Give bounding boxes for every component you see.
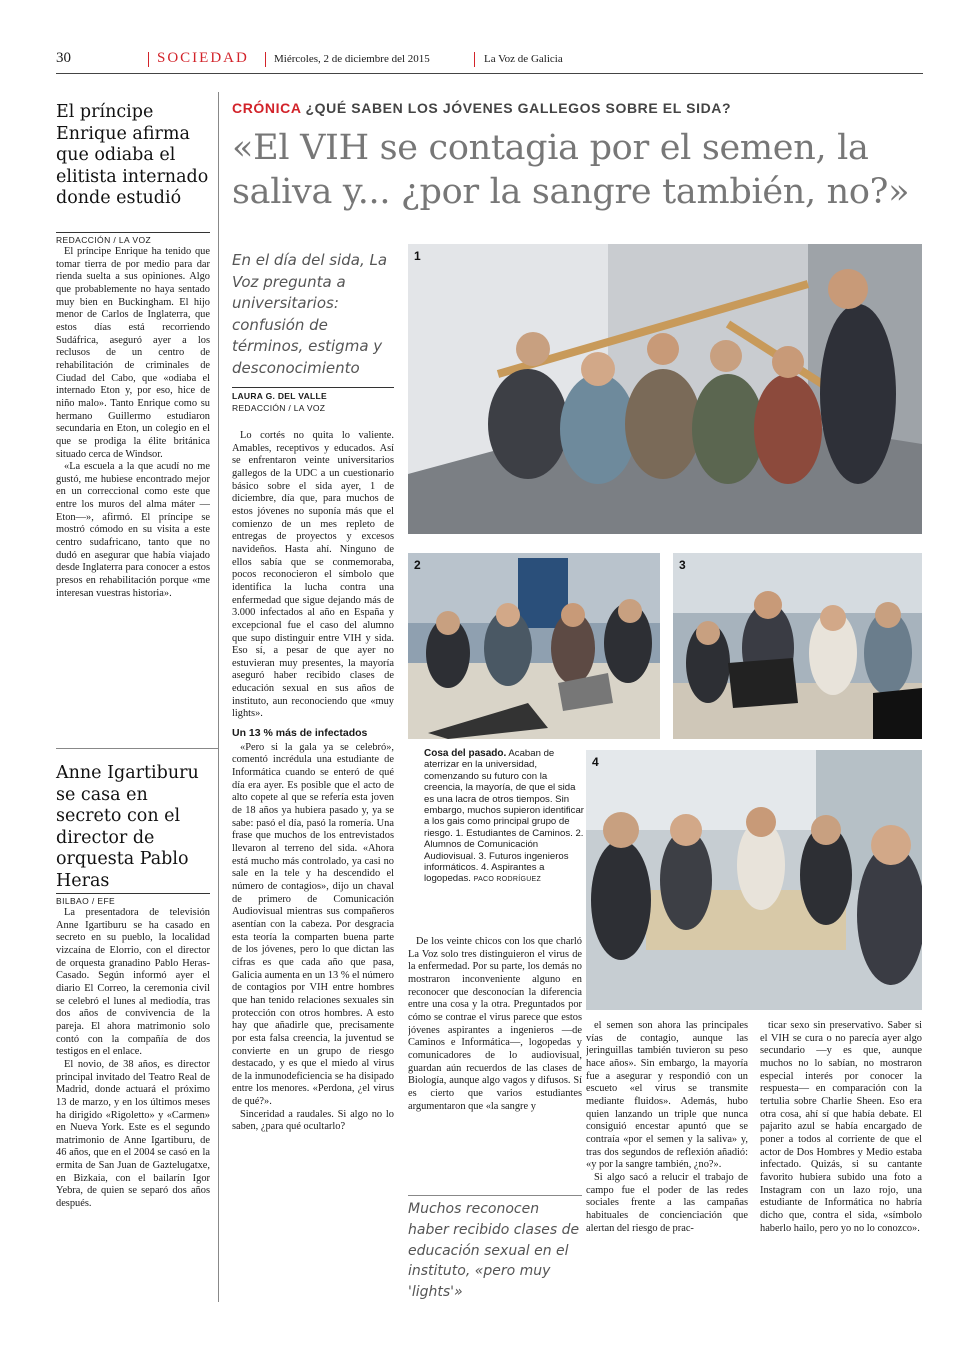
column-divider: [56, 748, 218, 749]
article-paragraph: Si algo sacó a relucir el trabajo de campo fue el poder de las redes sociales frente a las campañas habituales de concienciación que alertan del riesgo de prac-: [586, 1171, 748, 1234]
story2-body: [56, 907, 210, 1303]
article-column-3: [586, 1020, 748, 1303]
photo-number: 4: [592, 755, 599, 769]
kicker-topic: ¿QUÉ SABEN LOS JÓVENES GALLEGOS SOBRE EL SIDA?: [305, 100, 732, 116]
article-column-4: [760, 1020, 922, 1303]
article-paragraph: «Pero si la gala ya se celebró», comentó incrédula una estudiante de Informática cuando se enteró de qué día era ayer. Es posible que el acto de alto copete al que se refería esta joven de 18 años ya hubiera pasado y, ya se sabe: pasó el día, pasó la romería. Una frase que muchos de los entrevistados llevaron al terreno del sida. «Ahora está mucho más controlado, ya casi no sale en la tele y ha descendido el número de contagios», dijo un chaval de primero de Comunicación Audiovisual mientras sus compañeros asentían con la cabeza. Por desgracia esta teoría la comparten buena parte de los jóvenes, pero lo que dictan las cifras es que cada año que pasa, Galicia aumenta en un 13 % el número de contagios por VIH entre hombres que han tenido relaciones sexuales sin protección con otros hombres. A esto hay que añadirle que, precisamente por esta falsa creencia, la juventud se convierte en un grupo de riesgo destacado, y es que el miedo al virus de la inmunodeficiencia se ha disipado entre los menores. «Perdona, ¿el virus de qué?».: [232, 741, 394, 1108]
story1-headline: El príncipe Enrique afirma que odiaba el elitista internado donde estudió: [56, 102, 209, 208]
story1-body: [56, 246, 210, 741]
article-kicker: [232, 100, 731, 116]
photo-students-stairs: [408, 244, 922, 534]
photo-caption: [424, 748, 584, 886]
story1-paragraph: El príncipe Enrique ha tenido que tomar tierra de por medio para dar rienda suelta a sus opiniones. Algo que probablemente no haya sentado muy bien en Buckingham. El hijo menor de Carlos de Inglaterra, que estos días está recorriendo Sudáfrica, aseguró ayer a los reclusos de un centro de rehabilitación de criminales de Ciudad del Cabo, que «odiaba el internado Eton y, por eso, hice de niño malo». Tanto Enrique como su hermano Guillermo estudiaron secundaria en Eton, un colegio en el que se prodiga la élite británica situado cerca de Windsor.: [56, 246, 210, 460]
photo-students-laptops: [408, 553, 660, 739]
article-lead: En el día del sida, La Voz pregunta a universitarios: confusión de términos, estigma y desconocimiento: [232, 251, 388, 377]
photo-students-cafeteria: [586, 750, 922, 1010]
article-headline: «El VIH se contagia por el semen, la saliva y... ¿por la sangre también, no?»: [232, 128, 910, 212]
photo-number: 3: [679, 558, 686, 572]
photo-credit: PACO RODRÍGUEZ: [473, 876, 542, 884]
kicker-label: CRÓNICA: [232, 100, 302, 116]
issue-date: Miércoles, 2 de diciembre del 2015: [274, 53, 430, 65]
article-paragraph: el semen son ahora las principales vías de contagio, aunque las jeringuillas también tuvieron su peso hace años». Sin embargo, la mayoría fue a asegurar y respondió con un escueto «el virus se transmite mediante fluidos». Además, hubo quien lanzando un triple que nunca consiguió encestar apuntó que se contraía «por el semen y la saliva» y, tras dos segundos de reflexión añadió: «y por la sangre también, ¿no?».: [586, 1020, 748, 1171]
story2-headline: Anne Igartiburu se casa en secreto con el director de orquesta Pablo Heras: [56, 763, 199, 891]
header-divider: [148, 52, 149, 67]
article-paragraph: ticar sexo sin preservativo. Saber si el VIH se cura o no parecía ayer algo secundario —y es que, aunque muchos no lo sabían, no mostraron especial interés por conocer la respuesta— en comparación con la tertulia sobre Charlie Sheen. Eso era otra cosa, ahí sí que había debate. El pajarito azul se había encargado de poner a todos al corriente de que el actor de Dos Hombres y Medio estaba infectado. Quizás, si su cantante favorito hubiera subido una foto a Instagram con un lazo rojo, una estudiante de Informática no habría dicho que, contra el sida, «símbolo haberlo hailo, pero yo no lo conozco».: [760, 1020, 922, 1234]
article-column-2: [408, 936, 582, 1188]
story2-paragraph: El novio, de 38 años, es director principal invitado del Teatro Real de Madrid, donde actuará el próximo 13 de marzo, y en los últimos meses ha dirigido «Rigoletto» y «Carmen» en Nueva York. Este es el segundo matrimonio de Anne Igartiburu, de 46 años, que en el 2004 se casó en la ermita de San Juan de Gaztelugatxe, en Bizkaia, con el bailarín Igor Yebra, de quien se separó dos años después.: [56, 1058, 210, 1210]
author-outlet: REDACCIÓN / LA VOZ: [232, 403, 326, 413]
header-divider: [474, 52, 475, 67]
caption-text: Acaban de aterrizar en la universidad, comenzando su futuro con la creencia, la mayoría, de que el sida es una lacra de otros tiempos. Sin embargo, muchos supieron identificar a los gais como principal grupo de riesgo. 1. Estudiantes de Caminos. 2. Alumnos de Comunicación Audiovisual. 3. Futuros ingenieros informáticos. 4. Aspirantes a logopedas.: [424, 748, 584, 885]
story2-paragraph: La presentadora de televisión Anne Igartiburu se ha casado en secreto en su pueblo, la localidad vizcaína de Elorrio, con el director de orquesta granadino Pablo Heras-Casado. Según informó ayer el diario El Correo, la ceremonia civil se celebró el lunes al mediodía, tras dos años de convivencia de la pareja. El ahora matrimonio solo contó con la compañía de dos testigos en el enlace.: [56, 907, 210, 1058]
story1-byline: REDACCIÓN / LA VOZ: [56, 232, 210, 245]
page-header: [56, 48, 923, 74]
article-author: [232, 387, 394, 414]
article-paragraph: De los veinte chicos con los que charló La Voz solo tres distinguieron el virus de la enfermedad. Por su parte, los demás no mostraron inconveniente alguno en reconocer que desconocían la diferencia entre una cosa y la otra. Preguntados por cómo se contrae el virus parece que estos jóvenes aspirantes a ingenieros —de Caminos e Informática—, logopedas y comunicadores de lo audiovisual, guardan aún recuerdos de las clases de Biología, aunque algo vagos y difusos. Sí es cierto que varios estudiantes argumentaron que «la sangre y: [408, 936, 582, 1112]
story1-paragraph: «La escuela a la que acudí no me gustó, me hubiese encontrado mejor en un correccional como este que entre los muros del alma máter —Eton—», afirmó. El príncipe se mostró cómodo en su visita a este centro sudafricano, tanto que no dudó en asegurar que había viajado desde Inglaterra para conocer a estos presos en rehabilitación porque «me interesan vuestras historia».: [56, 461, 210, 599]
article-column-1: [232, 430, 394, 1303]
header-divider: [265, 52, 266, 67]
photo-number: 1: [414, 249, 421, 263]
article-subhead: Un 13 % más de infectados: [232, 727, 368, 740]
story2-byline: BILBAO / EFE: [56, 893, 210, 906]
page-number: 30: [56, 50, 71, 66]
caption-title: Cosa del pasado.: [424, 748, 507, 759]
article-paragraph: Sinceridad a raudales. Si algo no lo saben, ¿para qué ocultarlo?: [232, 1108, 394, 1133]
article-paragraph: Lo cortés no quita lo valiente. Amables, receptivos y educados. Así se enfrentaron veinte universitarios gallegos de la UDC a un cuestionario básico sobre el sida ayer, 1 de diciembre, día que, para muchos de estos jóvenes no suponía más que el comienzo de un mes repleto de entregas de proyectos y excesos navideños. Hasta ahí. Ninguno de ellos sabía que se conmemoraba, pocos reconocieron el símbolo que identifica la lucha contra una enfermedad que sigue dejando más de 3.000 infectados al año en España y excepcional fue el caso del alumno que supo distinguir entre VIH y sida. Eso sí, a pesar de que ayer no estuvieran muy presentes, la mayoría aseguró haber recibido clases de educación sexual en sus años de instituto, aun reconociendo que «muy lights».: [232, 430, 394, 720]
photo-number: 2: [414, 558, 421, 572]
section-name: SOCIEDAD: [157, 50, 249, 66]
photo-students-acer-laptop: [673, 553, 922, 739]
newspaper-name: La Voz de Galicia: [484, 53, 563, 65]
pull-quote: Muchos reconocen haber recibido clases de educación sexual en el instituto, «pero muy 'lights'»: [408, 1195, 582, 1303]
author-name: LAURA G. DEL VALLE: [232, 387, 394, 402]
column-divider: [218, 92, 219, 1302]
